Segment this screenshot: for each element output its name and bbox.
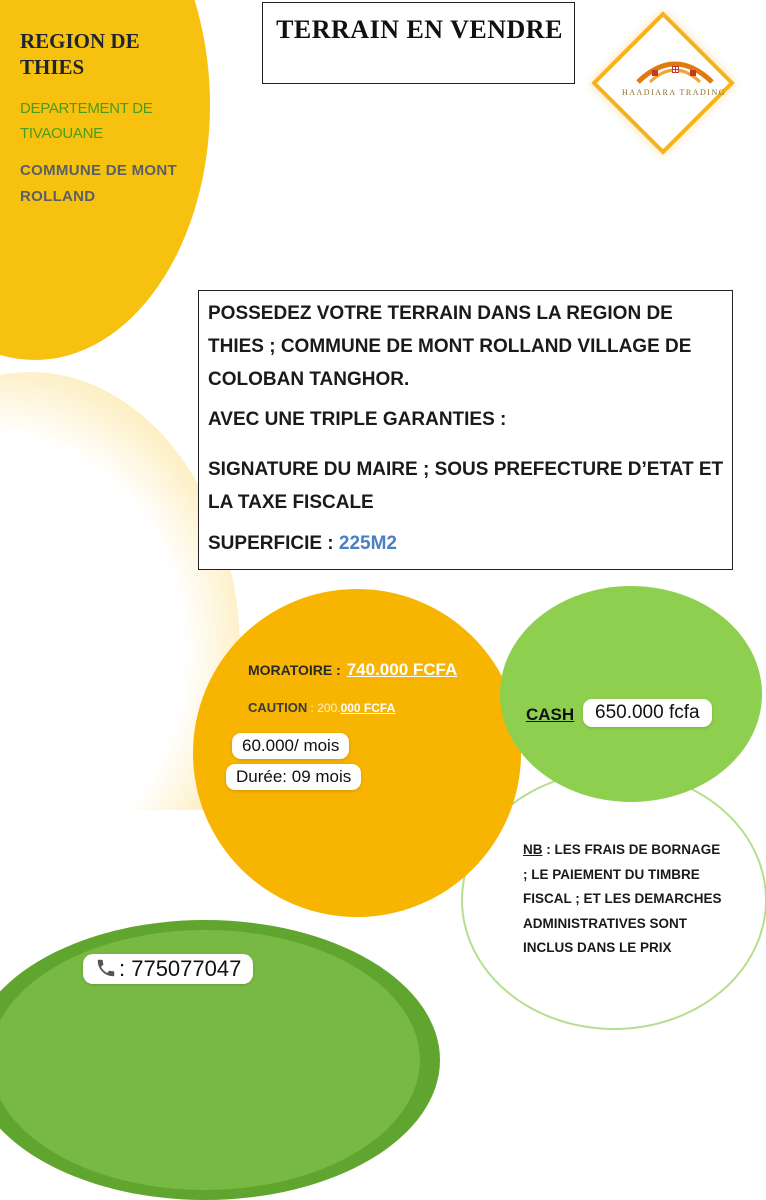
- superficie-value: 225M2: [338, 533, 398, 554]
- caution-value-suffix: 000 FCFA: [340, 701, 396, 715]
- note-text: : LES FRAIS DE BORNAGE ; LE PAIEMENT DU TIMBRE FISCAL ; ET LES DEMARCHES ADMINISTRATIVES SONT INCLUS DANS LE PRIX: [523, 842, 722, 955]
- region-title: REGION DE THIES: [20, 29, 140, 79]
- info-garanties-list: SIGNATURE DU MAIRE ; SOUS PREFECTURE D’ETAT ET LA TAXE FISCALE: [208, 459, 724, 513]
- superficie-label: SUPERFICIE :: [208, 533, 339, 554]
- moratoire-label: MORATOIRE :: [248, 662, 345, 678]
- page-title: TERRAIN EN VENDRE: [276, 15, 563, 44]
- logo-text: HAADIARA TRADING: [621, 88, 727, 97]
- phone-number: : 775077047: [119, 956, 242, 981]
- monthly-payment-badge: 60.000/ mois: [232, 733, 349, 759]
- info-intro: POSSEDEZ VOTRE TERRAIN DANS LA REGION DE THIES ; COMMUNE DE MONT ROLLAND VILLAGE DE COLOBAN TANGHOR.: [208, 303, 692, 390]
- phone-badge[interactable]: [83, 954, 253, 984]
- caution-label: CAUTION: [248, 700, 308, 715]
- note: [523, 838, 723, 961]
- moratoire-value: 740.000 FCFA: [346, 660, 458, 679]
- house-roof-icon: [632, 52, 718, 92]
- title-box: [262, 2, 575, 84]
- cash-label: CASH: [526, 705, 575, 724]
- info-box: [198, 290, 733, 570]
- cash-price-badge: 650.000 fcfa: [583, 699, 712, 727]
- commune-label: COMMUNE DE MONT ROLLAND: [20, 162, 177, 205]
- caution-value-prefix: : 200.: [307, 701, 341, 715]
- superficie: [208, 527, 728, 560]
- departement-label: DEPARTEMENT DE TIVAOUANE: [20, 100, 153, 142]
- cash-circle: [500, 586, 762, 802]
- caution: [248, 700, 395, 715]
- moratoire: [248, 660, 457, 680]
- duration-badge: Durée: 09 mois: [226, 764, 361, 790]
- phone-icon: [95, 957, 117, 979]
- note-label: NB: [523, 842, 543, 857]
- info-garanties: AVEC UNE TRIPLE GARANTIES :: [208, 409, 507, 430]
